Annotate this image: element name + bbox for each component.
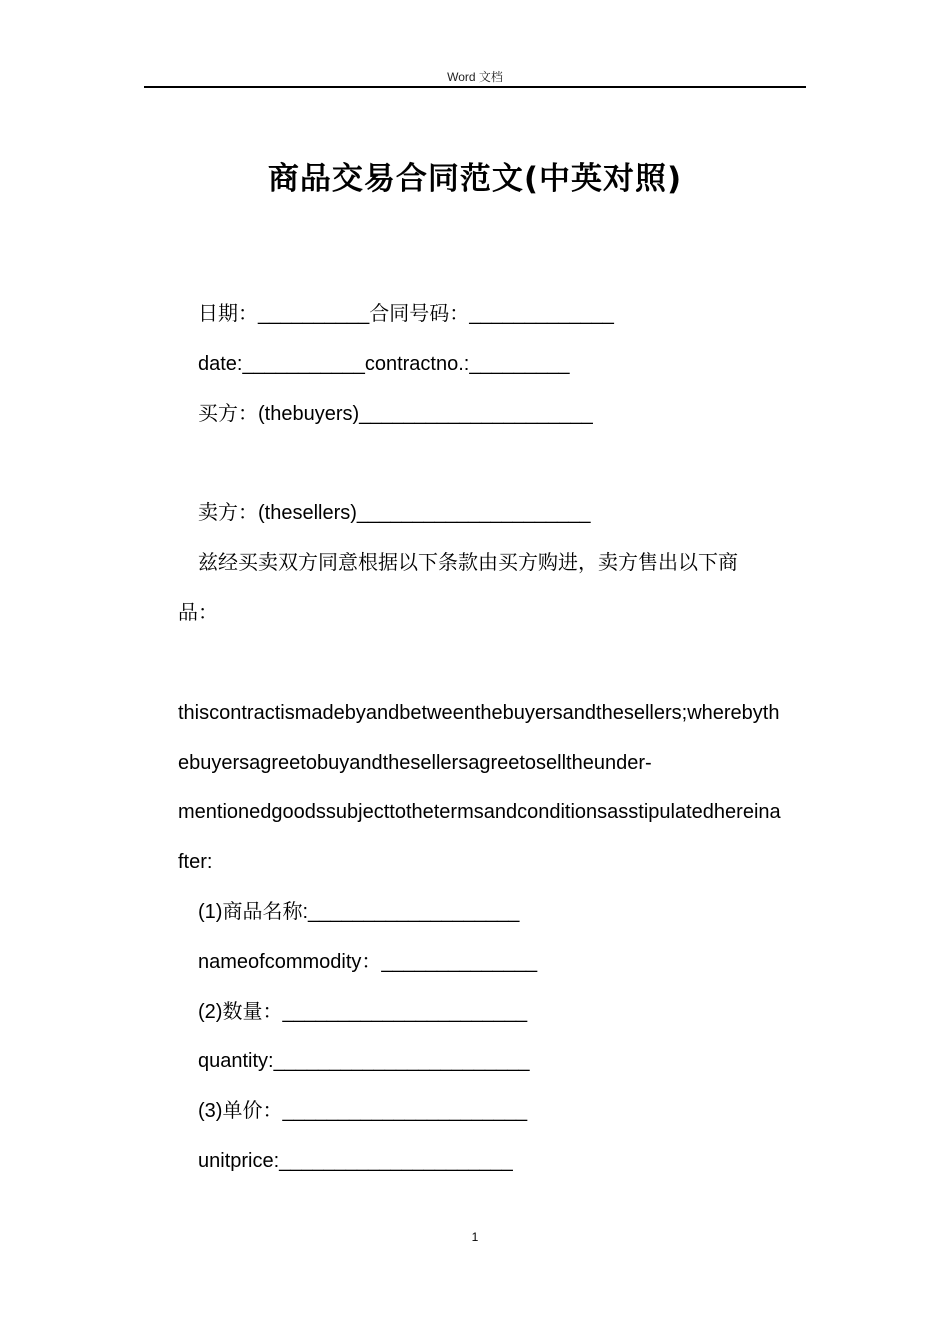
agreement-en-line-3: mentionedgoodssubjecttothetermsandconditionsasstipulatedhereina	[178, 801, 781, 823]
quantity-cn: (2)数量：______________________	[198, 1001, 528, 1023]
date-contract-no-cn: 日期：__________合同号码：_____________	[198, 303, 614, 325]
agreement-en-line-1: thiscontractismadebyandbetweenthebuyersandthesellers;wherebyth	[178, 702, 780, 724]
page-number: 1	[471, 1230, 479, 1244]
document-title: 商品交易合同范文(中英对照)	[267, 161, 683, 197]
agreement-cn-line-1: 兹经买卖双方同意根据以下条款由买方购进，卖方售出以下商	[198, 552, 738, 574]
date-contract-no-en: date:___________contractno.:_________	[198, 353, 570, 375]
agreement-en-line-4: fter:	[178, 851, 213, 873]
agreement-cn-line-2: 品：	[178, 602, 218, 624]
sellers-line: 卖方：(thesellers)_____________________	[198, 502, 591, 524]
header-divider	[144, 86, 806, 88]
unit-price-en: unitprice:_____________________	[198, 1150, 513, 1172]
buyers-line: 买方：(thebuyers)_____________________	[198, 403, 593, 425]
page-header-label: Word 文档	[447, 70, 503, 84]
commodity-name-cn: (1)商品名称:___________________	[198, 901, 520, 923]
agreement-en-line-2: ebuyersagreetobuyandthesellersagreetoselltheunder-	[178, 752, 652, 774]
commodity-name-en: nameofcommodity：______________	[198, 951, 538, 973]
quantity-en: quantity:_______________________	[198, 1050, 530, 1072]
unit-price-cn: (3)单价：______________________	[198, 1100, 528, 1122]
